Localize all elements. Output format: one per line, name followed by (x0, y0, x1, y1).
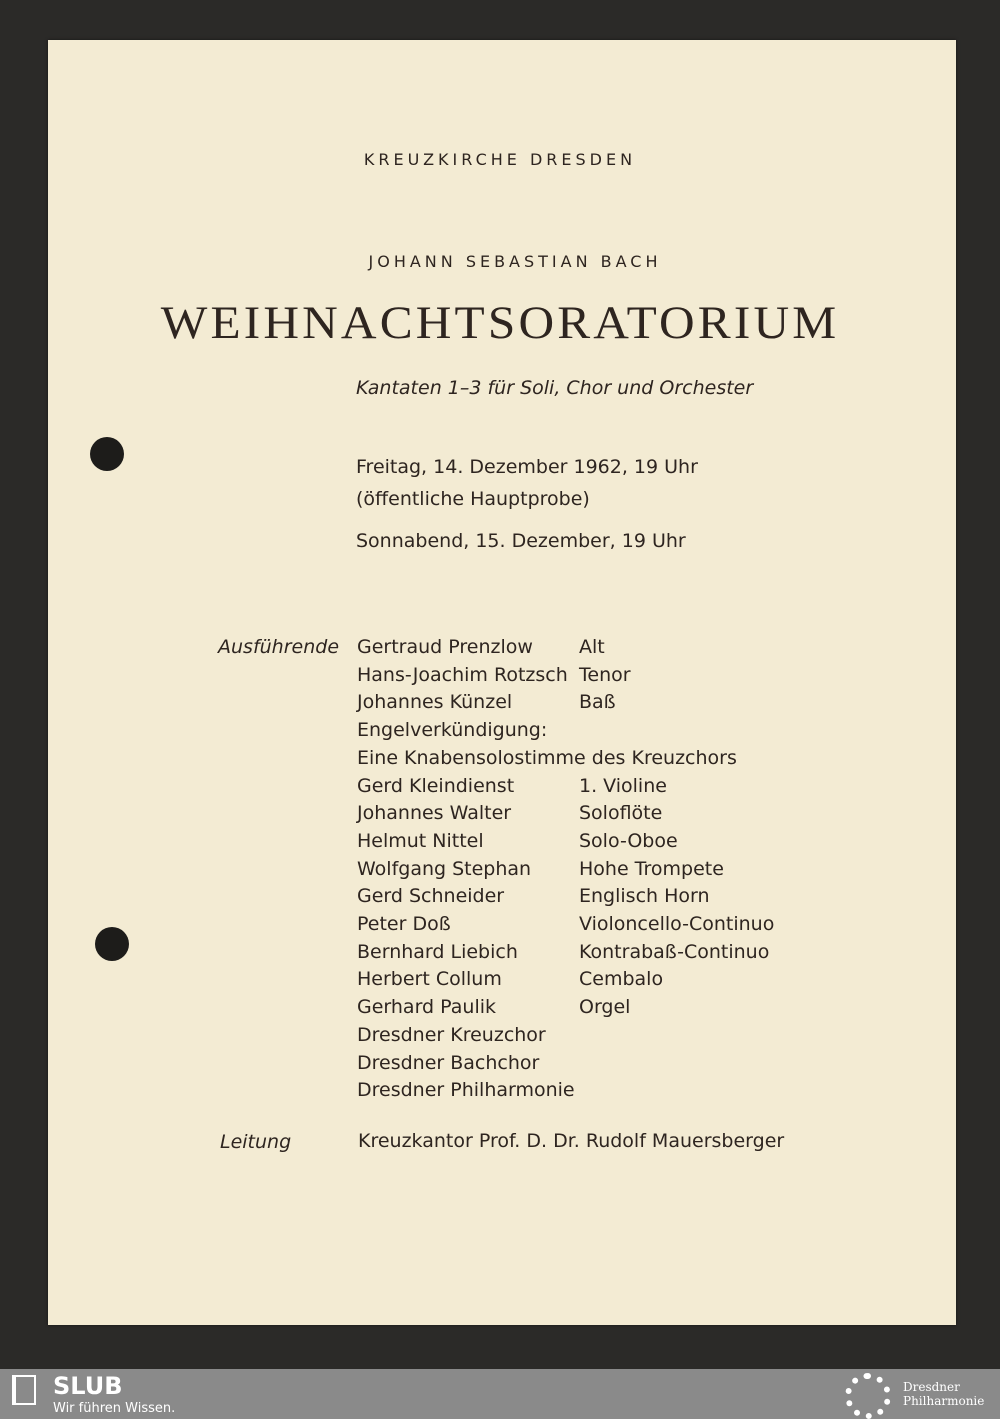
slub-logo: SLUB (53, 1372, 123, 1400)
performer-role: Hohe Trompete (579, 857, 724, 880)
slub-book-icon (12, 1375, 36, 1405)
performer-role: Alt (579, 636, 605, 658)
performer-row (357, 996, 631, 1019)
performer-role: Kontrabaß-Continuo (579, 940, 770, 963)
direction-label: Leitung (220, 1131, 292, 1153)
date-1-note: (öffentliche Hauptprobe) (356, 488, 590, 510)
footer-bar (0, 1369, 1000, 1419)
performer-row (357, 829, 678, 852)
subtitle: Kantaten 1–3 für Soli, Chor und Orchester (356, 377, 754, 399)
performer-row (357, 802, 663, 825)
performer-name: Johannes Walter (357, 802, 512, 825)
performer-name: Dresdner Philharmonie (357, 1079, 575, 1102)
performer-role: Orgel (579, 996, 631, 1019)
performer-name: Bernhard Liebich (357, 940, 518, 963)
performer-row (357, 1052, 539, 1074)
performer-name: Wolfgang Stephan (357, 857, 532, 880)
performer-role: Solo-Oboe (579, 829, 678, 852)
performer-row (357, 857, 724, 880)
performer-role: Englisch Horn (579, 885, 710, 908)
performer-name: Gerhard Paulik (357, 996, 497, 1019)
performer-row (357, 636, 605, 658)
performer-row (357, 663, 631, 686)
performer-name: Johannes Künzel (357, 691, 513, 714)
venue: KREUZKIRCHE DRESDEN (363, 150, 637, 169)
performer-row (357, 1024, 546, 1046)
performer-name: Eine Knabensolostimme des Kreuzchors (357, 746, 737, 769)
performer-role: Baß (579, 691, 616, 714)
performer-name: Herbert Collum (357, 968, 502, 991)
performer-row (357, 913, 775, 935)
date-2: Sonnabend, 15. Dezember, 19 Uhr (356, 530, 686, 552)
performer-name: Gerd Kleindienst (357, 774, 515, 797)
performer-name: Dresdner Bachchor (357, 1051, 540, 1074)
punch-hole (90, 437, 124, 471)
performer-name: Helmut Nittel (357, 829, 484, 852)
performer-row (357, 719, 547, 741)
performers-label: Ausführende (218, 636, 340, 658)
performer-role: 1. Violine (579, 774, 667, 797)
performer-row (357, 774, 667, 797)
performer-name: Gerd Schneider (357, 885, 505, 908)
performer-name: Dresdner Kreuzchor (357, 1023, 546, 1046)
performer-role: Tenor (579, 663, 631, 686)
philharmonie-logo-icon (845, 1373, 891, 1419)
performer-role: Cembalo (579, 968, 664, 991)
performer-name: Gertraud Prenzlow (357, 636, 533, 658)
performer-name: Hans-Joachim Rotzsch (357, 663, 568, 686)
performer-row (357, 747, 737, 769)
date-1: Freitag, 14. Dezember 1962, 19 Uhr (356, 456, 698, 478)
philharmonie-line1: Dresdner (903, 1380, 960, 1394)
work-title: WEIHNACHTSORATORIUM (160, 297, 840, 349)
performer-name: Peter Doß (357, 913, 451, 935)
performer-row (357, 1079, 575, 1101)
direction-value: Kreuzkantor Prof. D. Dr. Rudolf Mauersberger (358, 1130, 785, 1152)
performer-role: Soloflöte (579, 802, 663, 825)
performer-row (357, 940, 770, 963)
philharmonie-line2: Philharmonie (903, 1394, 985, 1408)
punch-hole (95, 927, 129, 961)
performer-name: Engelverkündigung: (357, 719, 548, 742)
performer-row (357, 968, 664, 991)
performer-row (357, 691, 616, 714)
performer-role: Violoncello-Continuo (579, 913, 775, 935)
composer: JOHANN SEBASTIAN BACH (368, 252, 662, 271)
slub-tagline: Wir führen Wissen. (53, 1401, 176, 1416)
performer-row (357, 885, 710, 908)
